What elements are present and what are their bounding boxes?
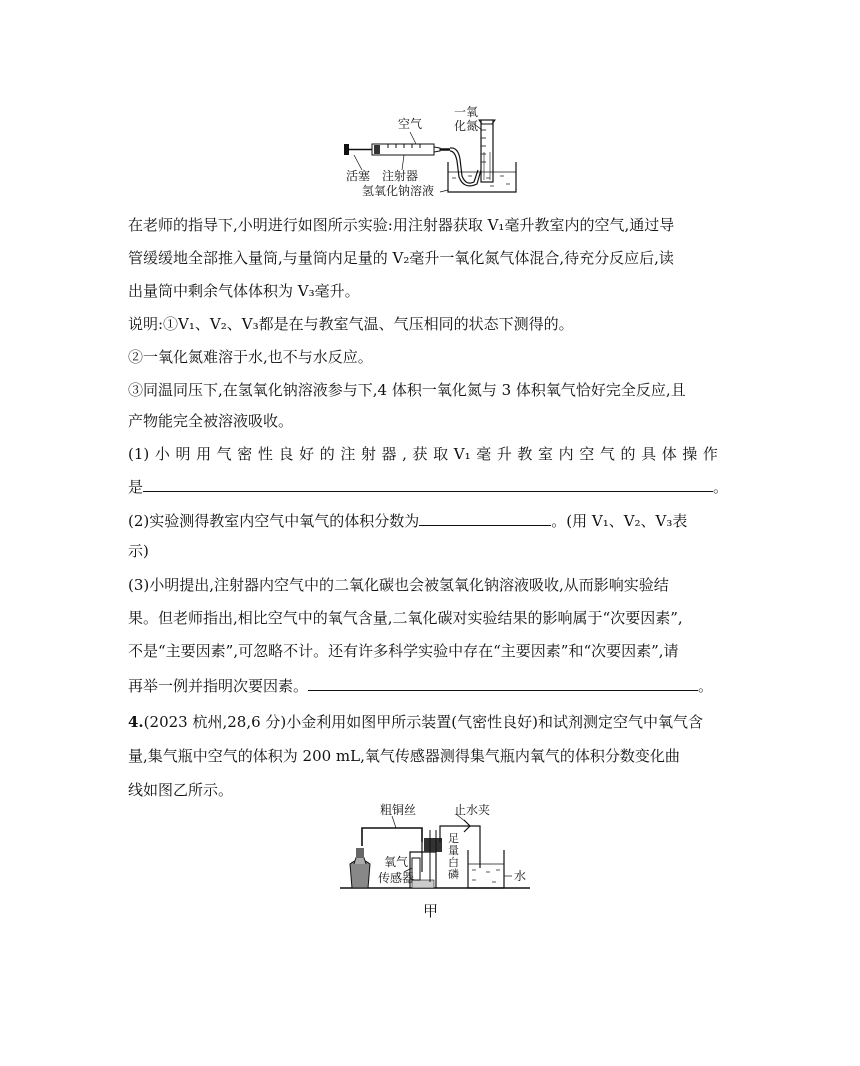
- question-1-char: 毫: [476, 445, 492, 463]
- paragraph-line: 在老师的指导下,小明进行如图所示实验:用注射器获取 V₁毫升教室内的空气,通过导: [128, 216, 675, 234]
- question-1-char: 良: [278, 445, 294, 463]
- answer-blank-3[interactable]: [308, 674, 698, 691]
- question-1-char: 体: [661, 445, 677, 463]
- question-1-line: [128, 444, 718, 464]
- question-1-char: 升: [496, 445, 512, 463]
- question-1-answer-line: [128, 475, 728, 497]
- question-4-line: 量,集气瓶中空气的体积为 200 mL,氧气传感器测得集气瓶内氧气的体积分数变化曲: [128, 747, 680, 765]
- note-3-cont: 产物能完全被溶液吸收。: [128, 412, 294, 430]
- paragraph-line: 管缓缓地全部推入量筒,与量筒内足量的 V₂毫升一氧化氮气体混合,待充分反应后,读: [128, 249, 674, 267]
- question-1-char: 气: [599, 445, 615, 463]
- label-no-top: 一氧: [454, 105, 479, 119]
- question-2-suffix: 。(用 V₁、V₂、V₃表: [551, 512, 688, 530]
- question-2-prefix: (2)实验测得教室内空气中氧气的体积分数为: [128, 512, 420, 530]
- question-4-text: (2023 杭州,28,6 分)小金利用如图甲所示装置(气密性良好)和试剂测定空气中氧气含: [143, 713, 703, 731]
- question-1-char: 器: [381, 445, 397, 463]
- question-3-prefix: 再举一例并指明次要因素。: [128, 677, 309, 695]
- question-3-answer-line: [128, 674, 713, 696]
- label-no-bottom: 化氮: [454, 119, 479, 133]
- question-1-char: 性: [257, 445, 273, 463]
- label-naoh: 氢氧化钠溶液: [362, 184, 435, 196]
- question-1-char: 好: [299, 445, 315, 463]
- question-1-char: 操: [682, 445, 698, 463]
- label-sensor-bottom: 传感器: [378, 871, 415, 885]
- question-1-char: 空: [579, 445, 595, 463]
- answer-blank-1[interactable]: [143, 475, 713, 492]
- label-phosphorus-3: 白: [448, 856, 459, 869]
- question-1-char: 明: [175, 445, 191, 463]
- answer-blank-2[interactable]: [419, 509, 551, 526]
- figure-caption: 甲: [423, 902, 439, 920]
- question-3-suffix: 。: [698, 677, 714, 695]
- question-1-char: 教: [517, 445, 533, 463]
- question-1-char: 作: [702, 445, 718, 463]
- question-1-suffix: 。: [713, 478, 729, 496]
- label-sensor-top: 氧气: [384, 855, 409, 869]
- label-air: 空气: [398, 117, 423, 131]
- question-3-line: 果。但老师指出,相比空气中的氧气含量,二氧化碳对实验结果的影响属于“次要因素”,: [128, 609, 683, 627]
- question-4-line: 线如图乙所示。: [128, 781, 234, 799]
- question-1-char: 密: [237, 445, 253, 463]
- paragraph-line: 出量筒中剩余气体体积为 V₃毫升。: [128, 282, 360, 300]
- label-phosphorus-2: 量: [448, 844, 459, 857]
- figure-oxygen-apparatus: [340, 802, 535, 894]
- question-1-char: V₁: [453, 445, 471, 463]
- question-2-line: [128, 509, 687, 531]
- figure-syringe-apparatus: [340, 104, 520, 196]
- question-1-char: 的: [319, 445, 335, 463]
- question-3-line: (3)小明提出,注射器内空气中的二氧化碳也会被氢氧化钠溶液吸收,从而影响实验结: [128, 576, 669, 594]
- note-1: 说明:①V₁、V₂、V₃都是在与教室气温、气压相同的状态下测得的。: [128, 315, 574, 333]
- label-water: 水: [514, 869, 527, 883]
- note-3: ③同温同压下,在氢氧化钠溶液参与下,4 体积一氧化氮与 3 体积氧气恰好完全反应,且: [128, 381, 686, 399]
- label-phosphorus-4: 磷: [448, 868, 459, 881]
- label-copper-wire: 粗铜丝: [380, 803, 417, 817]
- label-plunger: 活塞: [346, 169, 371, 183]
- question-2-cont: 示): [128, 542, 149, 560]
- question-1-char: 小: [154, 445, 170, 463]
- question-1-prefix: 是: [128, 478, 144, 496]
- question-1-char: 注: [340, 445, 356, 463]
- question-4-line: [128, 712, 703, 732]
- question-1-char: 内: [558, 445, 574, 463]
- question-4-number: 4.: [128, 713, 144, 731]
- question-1-char: 取: [433, 445, 449, 463]
- question-1-char: 室: [538, 445, 554, 463]
- label-phosphorus-1: 足: [448, 832, 459, 845]
- label-syringe: 注射器: [382, 169, 419, 183]
- label-clamp: 止水夹: [454, 803, 491, 817]
- question-3-line: 不是“主要因素”,可忽略不计。还有许多科学实验中存在“主要因素”和“次要因素”,请: [128, 642, 679, 660]
- question-1-char: 具: [641, 445, 657, 463]
- note-2: ②一氧化氮难溶于水,也不与水反应。: [128, 348, 373, 366]
- question-1-char: 用: [196, 445, 212, 463]
- question-1-char: ,: [402, 445, 407, 463]
- question-1-char: (1): [128, 445, 150, 463]
- question-1-char: 气: [216, 445, 232, 463]
- question-1-char: 的: [620, 445, 636, 463]
- question-1-char: 射: [360, 445, 376, 463]
- question-1-char: 获: [412, 445, 428, 463]
